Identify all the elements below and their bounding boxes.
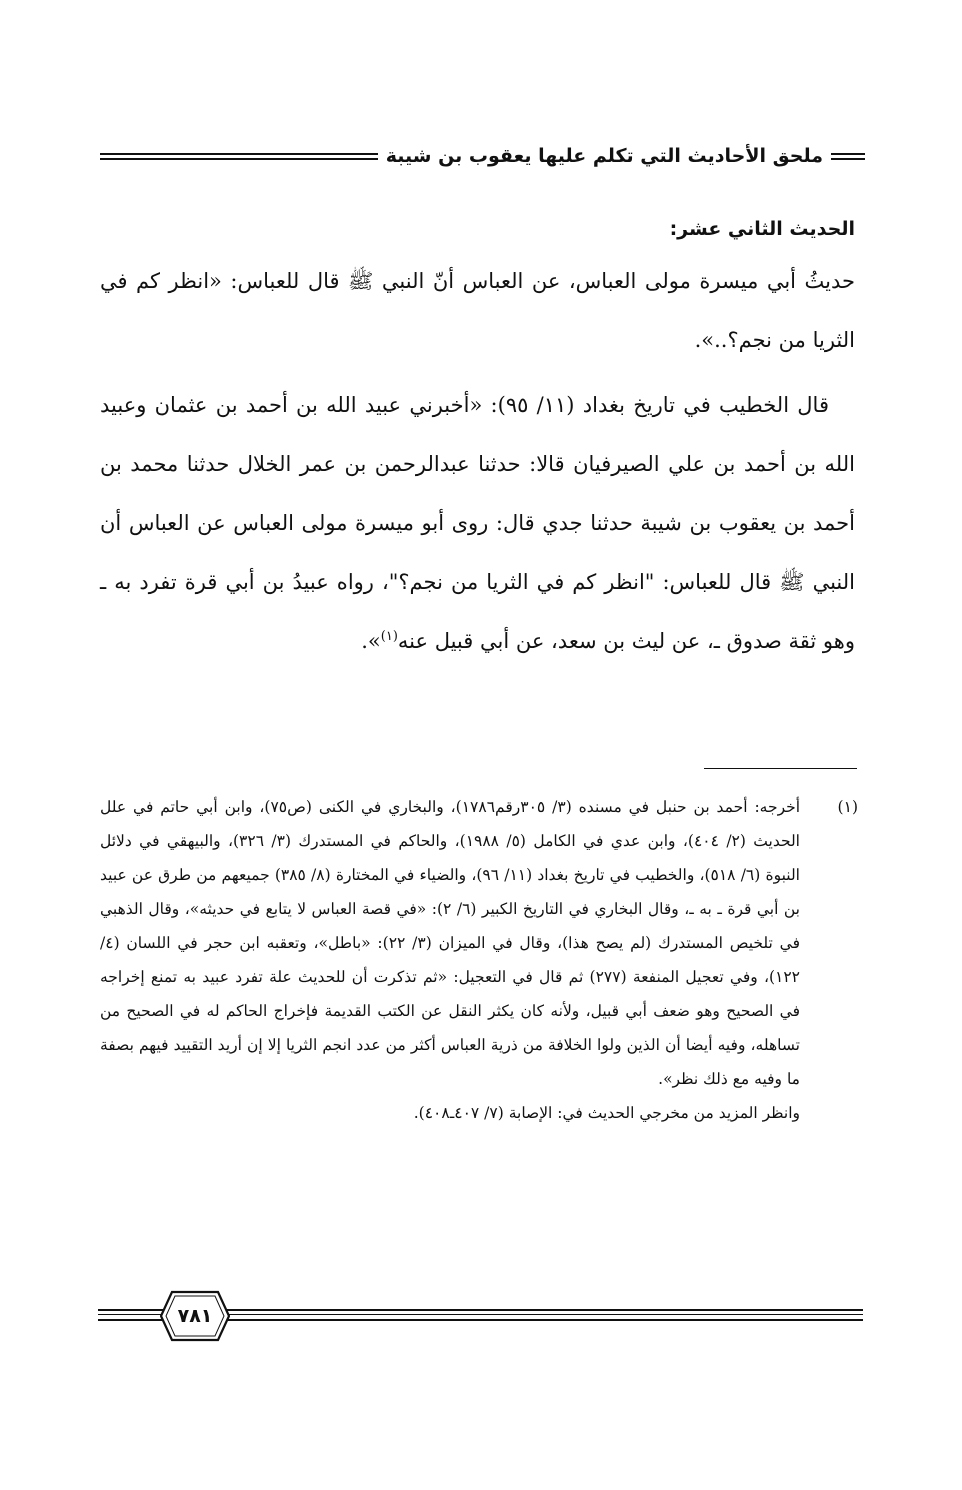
footnotes bbox=[100, 790, 858, 1130]
paragraph-2 bbox=[100, 376, 855, 671]
main-text bbox=[100, 210, 855, 671]
footnote-item bbox=[100, 790, 858, 1130]
header-rule-right bbox=[831, 153, 865, 160]
footnote-number: (١) bbox=[837, 798, 858, 816]
header-rule-left bbox=[100, 153, 378, 160]
footer-rule-left bbox=[98, 1309, 164, 1321]
running-header bbox=[100, 138, 865, 174]
footnote-text: أخرجه: أحمد بن حنبل في مسنده (٣/ ٣٠٥رقم١٧٨٦)، والبخاري في الكنى (ص٧٥)، وابن أبي حاتم في علل الحديث (٢/ ٤٠٤)، وابن عدي في الكامل (٥/ ١٩٨٨)، والحاكم في المستدرك (٣/ ٣٢٦)، والبيهقي في دلائل النبوة (٦/ ٥١٨)، والخطيب في تاريخ بغداد (١١/ ٩٦)، والضياء في المختارة (٨/ ٣٨٥) جميعهم من طرق عن عبيد بن أبي قرة ـ به ـ، وقال البخاري في التاريخ الكبير (٦/ ٢): «في قصة العباس لا يتابع في حديثه»، وقال الذهبي في تلخيص المستدرك (لم يصح هذا)، وقال في الميزان (٣/ ٢٢): «باطل»، وتعقبه ابن حجر في اللسان (٤/ ١٢٢)، وفي تعجيل المنفعة (٢٧٧) ثم قال في التعجيل: «ثم تذكرت أن للحديث علة تفرد عبيد به تمنع إخراجه في الصحيح وهو ضعف أبي قبيل، ولأنه كان يكثر النقل عن الكتب القديمة فإخراج الحاكم له في الصحيح من تساهله، وفيه أيضا أن الذين ولوا الخلافة من ذرية العباس أكثر من عدد انجم الثريا إلا إن أريد التقييد فيهم بصفة ما وفيه مع ذلك نظر». bbox=[100, 798, 801, 1088]
paragraph-1: حديثُ أبي ميسرة مولى العباس، عن العباس أنّ النبي ﷺ قال للعباس: «انظر كم في الثريا من نجم؟..». bbox=[100, 269, 855, 352]
footnote-extra: وانظر المزيد من مخرجي الحديث في: الإصابة (٧/ ٤٠٧ـ٤٠٨). bbox=[413, 1104, 800, 1122]
footnote-reference[interactable]: (١) bbox=[380, 629, 398, 644]
footer-rule-right bbox=[226, 1309, 863, 1321]
paragraph-2-main: قال الخطيب في تاريخ بغداد (١١/ ٩٥): «أخبرني عبيد الله بن أحمد بن عثمان وعبيد الله بن أحمد بن علي الصيرفيان قالا: حدثنا عبدالرحمن بن عمر الخلال حدثنا محمد بن أحمد بن يعقوب بن شيبة حدثنا جدي قال: روى أبو ميسرة مولى العباس عن العباس أن النبي ﷺ قال للعباس: "انظر كم في الثريا من نجم؟"، رواه عبيدُ بن أبي قرة تفرد به ـ وهو ثقة صدوق ـ، عن ليث بن سعد، عن أبي قبيل عنه bbox=[100, 393, 855, 653]
page-footer bbox=[98, 1286, 863, 1346]
header-title: ملحق الأحاديث التي تكلم عليها يعقوب بن شيبة bbox=[385, 145, 823, 167]
footnote-separator bbox=[704, 768, 857, 769]
footnote-body bbox=[100, 790, 800, 1130]
paragraph-2-end: ». bbox=[361, 629, 381, 653]
page-number: ٧٨١ bbox=[177, 1305, 213, 1327]
page-number-badge bbox=[160, 1290, 230, 1342]
section-heading: الحديث الثاني عشر: bbox=[669, 218, 855, 240]
